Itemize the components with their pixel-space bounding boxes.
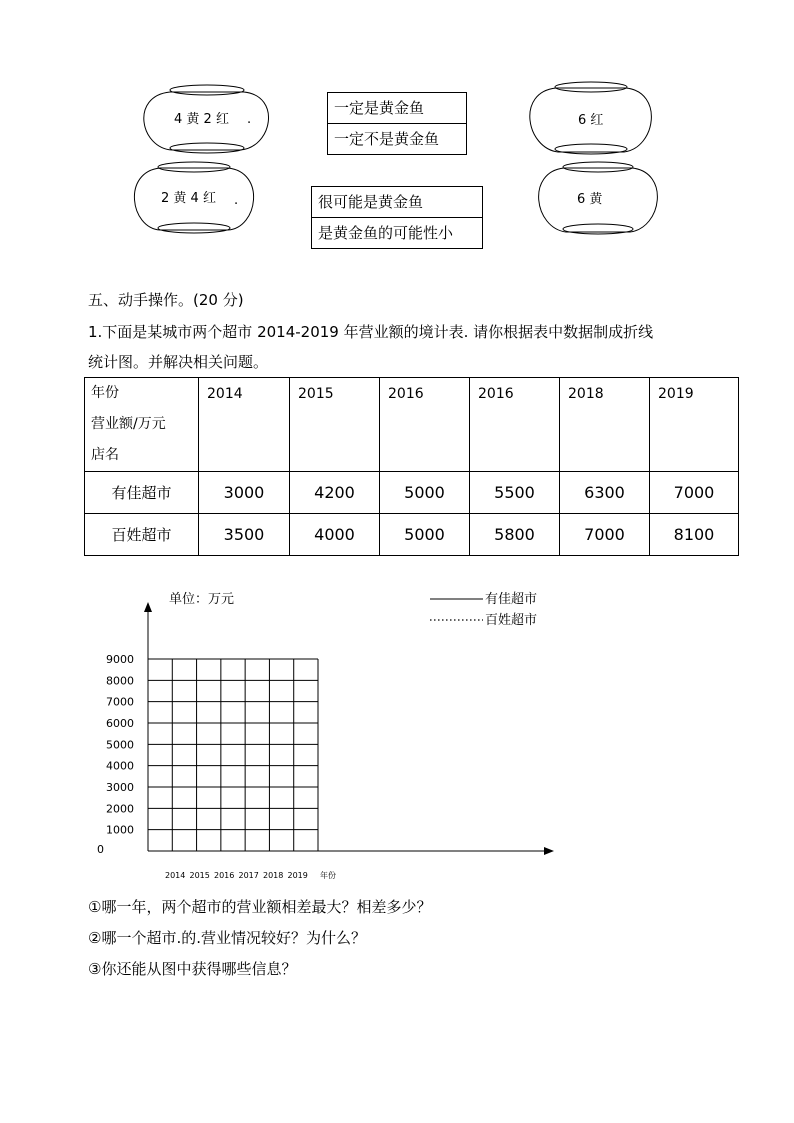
year-cell: 2016 xyxy=(380,378,470,472)
value-cell: 5800 xyxy=(470,514,560,556)
year-cell: 2016 xyxy=(470,378,560,472)
table-row xyxy=(85,514,739,556)
bowl-dot: . xyxy=(247,112,252,127)
year-cell: 2014 xyxy=(199,378,290,472)
bowl-label: 6 红 xyxy=(578,113,604,128)
y-tick-label: 6000 xyxy=(106,717,134,730)
header-year-label: 年份 xyxy=(91,385,119,401)
chart-grid xyxy=(148,659,318,851)
section-title: 五、动手操作。(20 分) xyxy=(88,291,244,309)
legend-label: 百姓超市 xyxy=(485,613,538,628)
y-tick-label: 2000 xyxy=(106,802,134,816)
table-corner-cell xyxy=(85,378,199,472)
value-cell: 4200 xyxy=(290,472,380,514)
y-tick-label: 5000 xyxy=(106,738,134,752)
value-cell: 5000 xyxy=(380,514,470,556)
bowl-label: 4 黄 2 红 xyxy=(174,112,229,127)
value-cell: 5500 xyxy=(470,472,560,514)
value-cell: 4000 xyxy=(290,514,380,556)
choice-unlikely: 是黄金鱼的可能性小 xyxy=(312,217,482,248)
question-2: ②哪一个超市.的.营业情况较好？为什么？ xyxy=(88,929,366,947)
value-cell: 3500 xyxy=(199,514,290,556)
value-cell: 3000 xyxy=(199,472,290,514)
x-tick-label: 2019 xyxy=(287,871,308,880)
y-tick-label: 9000 xyxy=(106,653,134,666)
question-1: ①哪一年，两个超市的营业额相差最大？相差多少？ xyxy=(88,898,432,916)
x-axis-title: 年份 xyxy=(320,871,336,880)
chart-unit-label: 单位：万元 xyxy=(169,592,235,607)
y-tick-label: 7000 xyxy=(106,695,134,709)
value-cell: 5000 xyxy=(380,472,470,514)
y-tick-label: 8000 xyxy=(106,674,134,688)
problem-text: 1.下面是某城市两个超市 2014-2019 年营业额的境计表. 请你根据表中数据制成折线 xyxy=(88,323,654,341)
choice-box-top xyxy=(327,92,467,155)
year-cell: 2015 xyxy=(290,378,380,472)
line-chart-grid xyxy=(0,580,794,880)
bowl-label: 6 黄 xyxy=(577,192,603,207)
bowl-label: 2 黄 4 红 xyxy=(161,191,216,206)
table-row xyxy=(85,472,739,514)
value-cell: 6300 xyxy=(560,472,650,514)
store-name-cell: 百姓超市 xyxy=(85,514,199,556)
y-tick-label: 3000 xyxy=(106,781,134,794)
choice-impossible: 一定不是黄金鱼 xyxy=(328,123,466,154)
x-tick-label: 2016 xyxy=(214,871,235,880)
header-revenue-label: 营业额/万元 xyxy=(91,416,166,432)
y-tick-label: 1000 xyxy=(106,823,134,837)
bowl-dot: . xyxy=(234,193,239,208)
y-axis-labels xyxy=(106,653,134,837)
store-name-cell: 有佳超市 xyxy=(85,472,199,514)
question-3: ③你还能从图中获得哪些信息？ xyxy=(88,960,297,978)
table-header-row xyxy=(85,378,739,472)
revenue-table xyxy=(84,377,739,556)
x-tick-label: 2014 xyxy=(165,871,186,880)
x-axis-labels xyxy=(165,871,308,880)
year-cell: 2019 xyxy=(650,378,739,472)
x-tick-label: 2017 xyxy=(238,871,259,880)
x-tick-label: 2018 xyxy=(263,871,284,880)
origin-label: 0 xyxy=(97,843,104,856)
y-tick-label: 4000 xyxy=(106,759,134,773)
choice-certain: 一定是黄金鱼 xyxy=(334,99,425,117)
year-cell: 2018 xyxy=(560,378,650,472)
header-store-label: 店名 xyxy=(91,447,119,463)
problem-text: 统计图。并解决相关问题。 xyxy=(88,353,269,371)
choice-likely: 很可能是黄金鱼 xyxy=(318,193,424,211)
choice-box-bottom xyxy=(311,186,483,249)
value-cell: 7000 xyxy=(560,514,650,556)
x-axis-arrow xyxy=(544,847,554,855)
value-cell: 8100 xyxy=(650,514,739,556)
value-cell: 7000 xyxy=(650,472,739,514)
y-axis-arrow xyxy=(144,602,152,612)
legend-label: 有佳超市 xyxy=(485,592,538,607)
x-tick-label: 2015 xyxy=(189,871,210,880)
